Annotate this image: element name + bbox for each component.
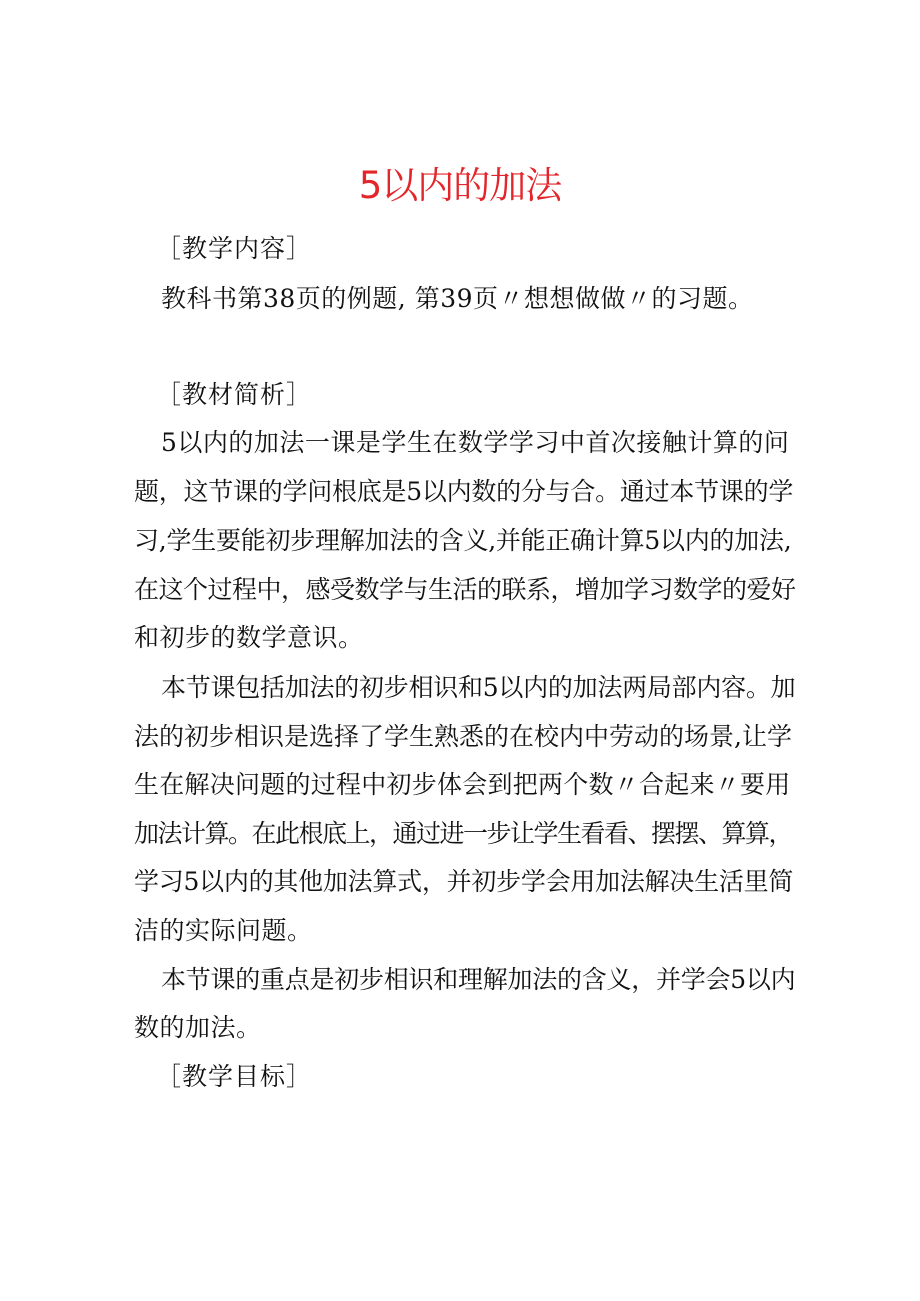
teaching-content-text: 教科书第38页的例题, 第39页〃想想做做〃的习题。 [161,284,754,313]
paragraph-line: 本节课的重点是初步相识和理解加法的含义，并学会5以内 [161,965,796,994]
section-heading-teaching-content: ［教学内容］ [156,234,313,263]
paragraph-line: 5以内的加法一课是学生在数学学习中首次接触计算的问 [161,428,790,457]
document-title: 5以内的加法 [358,164,562,207]
paragraph-line: 本节课包括加法的初步相识和5以内的加法两局部内容。加 [161,673,796,702]
paragraph-line: 加法计算。在此根底上，通过进一步让学生看看、摆摆、算算， [134,819,793,848]
paragraph-line: 题，这节课的学问根底是5以内数的分与合。通过本节课的学 [134,477,794,506]
paragraph-line: 习,学生要能初步理解加法的含义,并能正确计算5以内的加法, [134,526,792,555]
paragraph-line: 数的加法。 [134,1013,262,1042]
paragraph-line: 学习5以内的其他加法算式，并初步学会用加法解决生活里简 [134,867,794,896]
section-heading-teaching-goals: ［教学目标］ [156,1062,313,1091]
paragraph-line: 洁的实际问题。 [134,916,313,945]
section-heading-material-analysis: ［教材简析］ [156,380,313,409]
paragraph-line: 生在解决问题的过程中初步体会到把两个数〃合起来〃要用 [134,770,791,799]
paragraph-line: 法的初步相识是选择了学生熟悉的在校内中劳动的场景,让学 [134,722,792,751]
paragraph-line: 和初步的数学意识。 [134,623,364,652]
paragraph-line: 在这个过程中，感受数学与生活的联系，增加学习数学的爱好 [134,575,796,604]
